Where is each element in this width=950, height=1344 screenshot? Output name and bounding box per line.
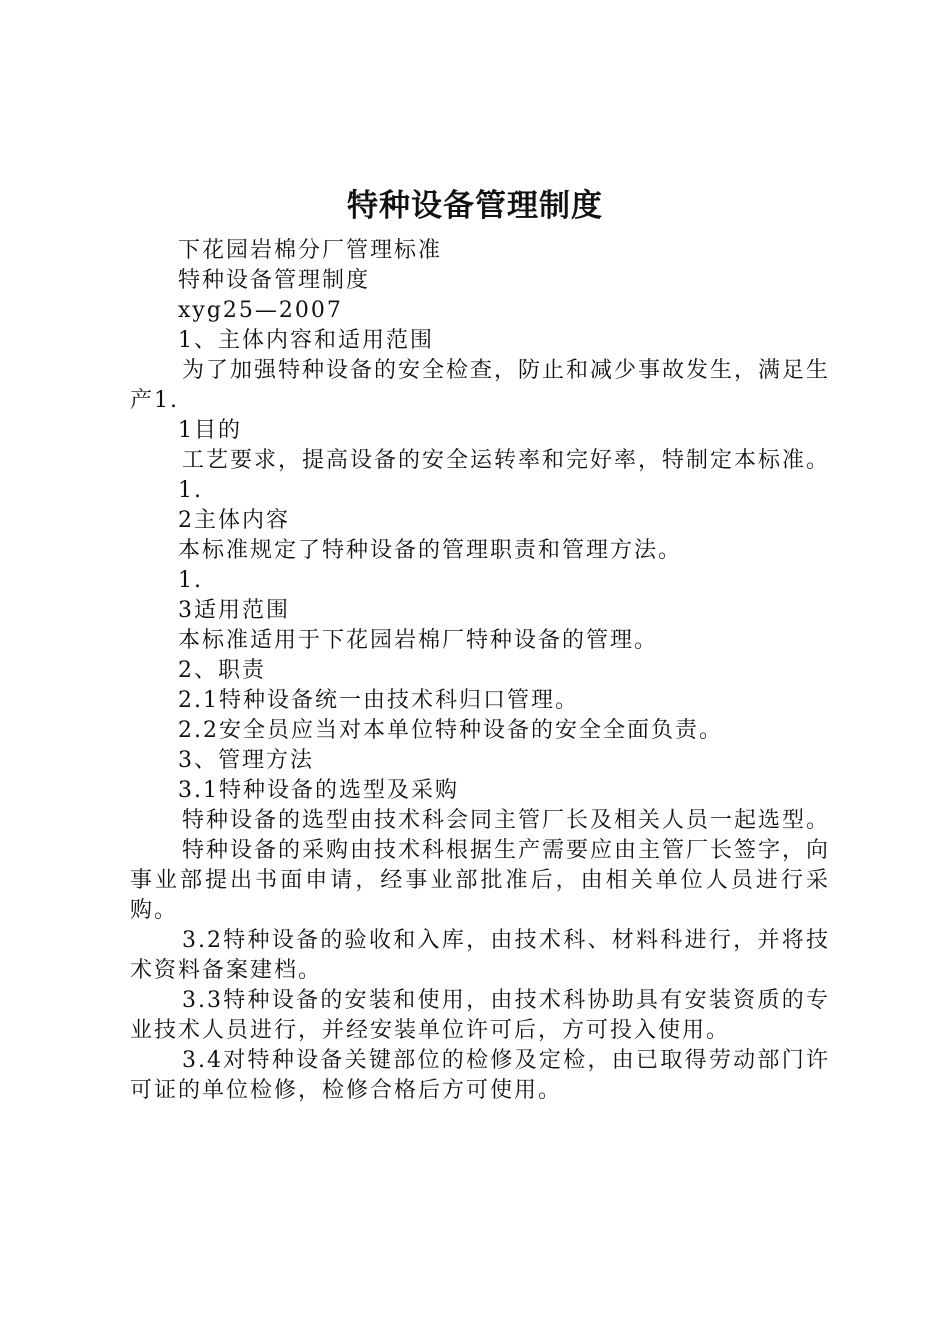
paragraph: 为了加强特种设备的安全检查，防止和减少事故发生，满足生产1.	[130, 358, 831, 413]
document-title: 特种设备管理制度	[347, 188, 603, 224]
section-heading: 2、职责	[178, 658, 266, 683]
subsection-heading: 1目的	[178, 418, 242, 443]
paragraph: 3.2特种设备的验收和入库，由技术科、材料科进行，并将技术资料备案建档。	[130, 928, 830, 983]
paragraph: 3.3特种设备的安装和使用，由技术科协助具有安装资质的专业技术人员进行，并经安装单位许可后，方可投入使用。	[130, 988, 830, 1043]
text-line: 2.1特种设备统一由技术科归口管理。	[178, 688, 579, 713]
text-line: 本标准适用于下花园岩棉厂特种设备的管理。	[178, 628, 659, 653]
subsection-heading: 2主体内容	[178, 508, 290, 533]
section-heading: 1、主体内容和适用范围	[178, 328, 434, 353]
subsection-heading: 3.1特种设备的选型及采购	[178, 778, 459, 803]
subsection-heading: 3适用范围	[178, 598, 290, 623]
paragraph: 特种设备的选型由技术科会同主管厂长及相关人员一起选型。	[182, 808, 831, 833]
paragraph: 工艺要求，提高设备的安全运转率和完好率，特制定本标准。	[182, 448, 831, 473]
section-heading: 3、管理方法	[178, 748, 314, 773]
paragraph: 特种设备的采购由技术科根据生产需要应由主管厂长签字，向事业部提出书面申请，经事业部批准后，由相关单位人员进行采购。	[130, 838, 831, 923]
text-line: 2.2安全员应当对本单位特种设备的安全全面负责。	[178, 718, 723, 743]
doc-code-line: xyg25—2007	[178, 298, 343, 323]
subtitle-line: 特种设备管理制度	[178, 268, 371, 293]
document-body	[130, 236, 830, 1106]
text-line: 1.	[178, 478, 203, 503]
paragraph: 3.4对特种设备关键部位的检修及定检，由已取得劳动部门许可证的单位检修，检修合格后方可使用。	[130, 1048, 830, 1103]
org-standard-line: 下花园岩棉分厂管理标准	[178, 238, 443, 263]
text-line: 1.	[178, 568, 203, 593]
text-line: 本标准规定了特种设备的管理职责和管理方法。	[178, 538, 683, 563]
